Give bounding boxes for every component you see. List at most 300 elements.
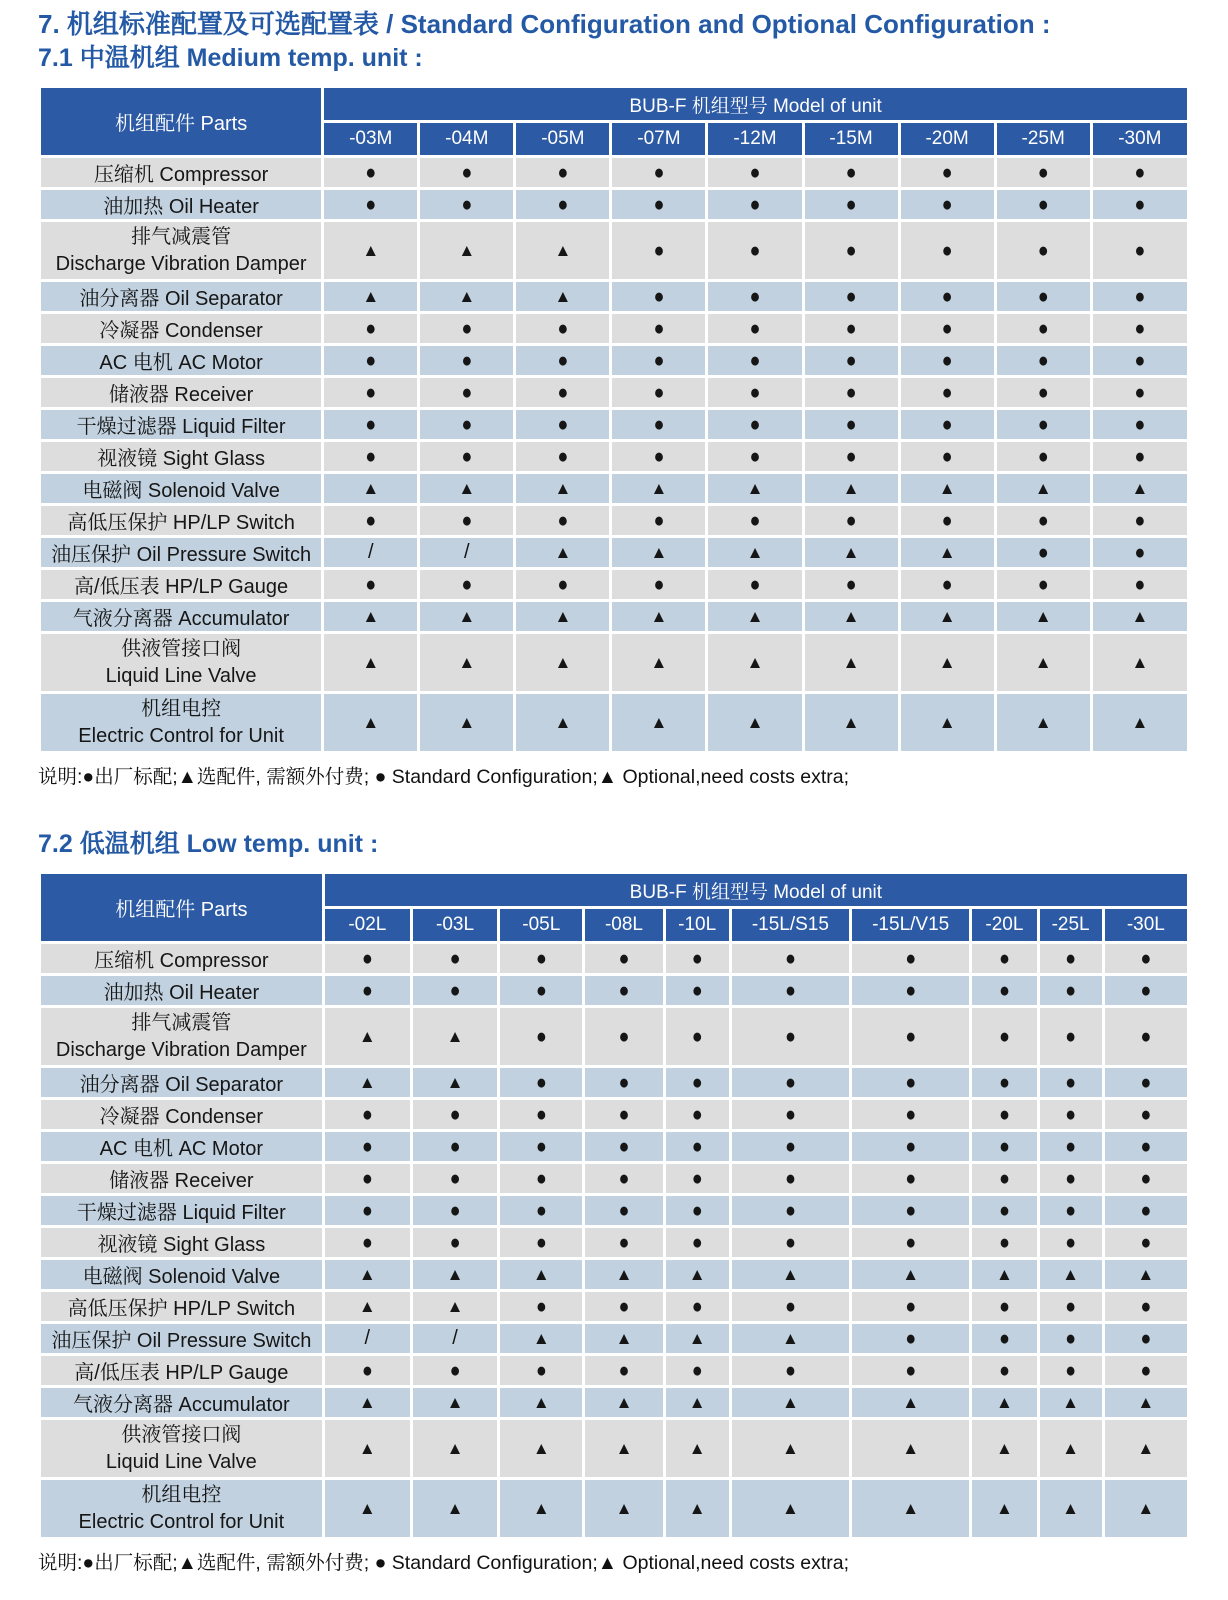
config-cell xyxy=(323,189,419,221)
part-name-cn: 供液管接口阀 xyxy=(121,637,242,660)
config-cell xyxy=(515,569,611,601)
optional-config-symbol: ▲ xyxy=(842,652,860,672)
optional-config-symbol: ▲ xyxy=(554,478,572,498)
optional-config-symbol: ▲ xyxy=(458,286,476,306)
optional-config-symbol: ▲ xyxy=(1137,1392,1155,1412)
optional-config-symbol: ▲ xyxy=(362,712,380,732)
config-cell xyxy=(995,345,1091,377)
standard-config-symbol: ● xyxy=(998,946,1010,970)
part-row xyxy=(40,441,1189,473)
config-cell xyxy=(611,189,707,221)
optional-config-symbol: ▲ xyxy=(1131,478,1149,498)
config-cell xyxy=(584,1131,664,1163)
part-row xyxy=(40,1195,1189,1227)
optional-config-symbol: ▲ xyxy=(1137,1498,1155,1518)
optional-config-symbol: ▲ xyxy=(1137,1438,1155,1458)
standard-config-symbol: ● xyxy=(449,1134,461,1158)
config-cell xyxy=(803,505,899,537)
model-column-header: -07M xyxy=(611,122,707,157)
config-cell xyxy=(803,221,899,281)
standard-config-symbol: ● xyxy=(784,1024,796,1048)
standard-config-symbol: ● xyxy=(618,1230,630,1254)
config-cell xyxy=(499,1291,584,1323)
standard-config-symbol: ● xyxy=(618,1294,630,1318)
standard-config-symbol: ● xyxy=(998,1134,1010,1158)
standard-config-symbol: ● xyxy=(361,1230,373,1254)
optional-config-symbol: ▲ xyxy=(1034,606,1052,626)
not-available-symbol: / xyxy=(452,1327,458,1350)
optional-config-symbol: ▲ xyxy=(938,478,956,498)
part-row xyxy=(40,633,1189,693)
config-cell xyxy=(515,157,611,189)
config-cell xyxy=(851,1007,971,1067)
config-cell xyxy=(515,281,611,313)
standard-config-symbol: ● xyxy=(1037,380,1049,404)
standard-config-symbol: ● xyxy=(365,444,377,468)
part-row xyxy=(40,1131,1189,1163)
standard-config-symbol: ● xyxy=(691,1294,703,1318)
model-of-unit-group-header: BUB-F 机组型号 Model of unit xyxy=(323,873,1188,908)
standard-config-symbol: ● xyxy=(449,1166,461,1190)
config-cell xyxy=(971,1131,1038,1163)
standard-config-symbol: ● xyxy=(1065,946,1077,970)
config-cell xyxy=(584,1259,664,1291)
standard-config-symbol: ● xyxy=(691,1198,703,1222)
config-cell xyxy=(323,441,419,473)
standard-config-symbol: ● xyxy=(653,412,665,436)
standard-config-symbol: ● xyxy=(1134,380,1146,404)
standard-config-symbol: ● xyxy=(1134,412,1146,436)
config-cell xyxy=(730,1259,850,1291)
config-cell xyxy=(971,1291,1038,1323)
standard-config-symbol: ● xyxy=(845,160,857,184)
standard-config-symbol: ● xyxy=(535,1198,547,1222)
config-cell xyxy=(323,281,419,313)
standard-config-symbol: ● xyxy=(749,192,761,216)
config-cell xyxy=(323,1291,411,1323)
optional-config-symbol: ▲ xyxy=(781,1392,799,1412)
model-column-header: -04M xyxy=(419,122,515,157)
standard-config-symbol: ● xyxy=(653,572,665,596)
config-cell xyxy=(803,473,899,505)
standard-config-symbol: ● xyxy=(941,348,953,372)
config-cell xyxy=(515,633,611,693)
standard-config-symbol: ● xyxy=(784,1198,796,1222)
config-cell xyxy=(803,189,899,221)
config-cell xyxy=(803,601,899,633)
config-cell xyxy=(499,1323,584,1355)
standard-config-symbol: ● xyxy=(653,508,665,532)
not-available-symbol: / xyxy=(464,541,470,564)
config-cell xyxy=(1091,221,1188,281)
config-cell xyxy=(499,1163,584,1195)
config-cell xyxy=(499,1099,584,1131)
standard-config-symbol: ● xyxy=(941,380,953,404)
config-cell xyxy=(584,975,664,1007)
config-cell xyxy=(611,345,707,377)
standard-config-symbol: ● xyxy=(784,1166,796,1190)
standard-config-symbol: ● xyxy=(557,412,569,436)
optional-config-symbol: ▲ xyxy=(996,1392,1013,1412)
config-cell xyxy=(515,377,611,409)
optional-config-symbol: ▲ xyxy=(746,712,764,732)
part-name-cell: AC 电机 AC Motor xyxy=(40,1131,324,1163)
config-cell xyxy=(499,1259,584,1291)
part-row xyxy=(40,1067,1189,1099)
config-cell xyxy=(730,1355,850,1387)
config-cell xyxy=(995,693,1091,753)
standard-config-symbol: ● xyxy=(535,1166,547,1190)
part-row xyxy=(40,1479,1189,1539)
config-cell xyxy=(515,693,611,753)
optional-config-symbol: ▲ xyxy=(362,240,380,260)
optional-config-symbol: ▲ xyxy=(615,1498,633,1518)
config-cell xyxy=(899,505,995,537)
standard-config-symbol: ● xyxy=(784,1358,796,1382)
config-cell xyxy=(851,1227,971,1259)
config-cell xyxy=(730,1387,850,1419)
standard-config-symbol: ● xyxy=(845,380,857,404)
config-cell xyxy=(971,1323,1038,1355)
part-name-cell: 气液分离器 Accumulator xyxy=(40,601,323,633)
optional-config-symbol: ▲ xyxy=(781,1328,799,1348)
standard-config-symbol: ● xyxy=(1037,160,1049,184)
config-cell xyxy=(803,693,899,753)
config-cell xyxy=(515,473,611,505)
standard-config-symbol: ● xyxy=(1134,316,1146,340)
config-cell xyxy=(419,157,515,189)
config-cell xyxy=(1038,1387,1103,1419)
standard-config-symbol: ● xyxy=(845,284,857,308)
part-row xyxy=(40,537,1189,569)
standard-config-symbol: ● xyxy=(941,238,953,262)
optional-config-symbol: ▲ xyxy=(1062,1264,1079,1284)
config-cell xyxy=(1038,943,1103,975)
model-column-header: -20L xyxy=(971,908,1038,943)
config-cell xyxy=(611,157,707,189)
optional-config-symbol: ▲ xyxy=(458,478,476,498)
part-name-cell xyxy=(40,221,323,281)
config-cell xyxy=(323,1099,411,1131)
standard-config-symbol: ● xyxy=(905,1198,917,1222)
config-cell xyxy=(323,569,419,601)
standard-config-symbol: ● xyxy=(535,1294,547,1318)
standard-config-symbol: ● xyxy=(1037,508,1049,532)
optional-config-symbol: ▲ xyxy=(358,1264,376,1284)
config-cell xyxy=(611,473,707,505)
standard-config-symbol: ● xyxy=(691,1358,703,1382)
standard-config-symbol: ● xyxy=(691,1134,703,1158)
parts-column-header: 机组配件 Parts xyxy=(40,873,324,943)
config-cell xyxy=(1103,975,1188,1007)
standard-config-symbol: ● xyxy=(905,1230,917,1254)
standard-config-symbol: ● xyxy=(1065,1024,1077,1048)
standard-config-symbol: ● xyxy=(845,572,857,596)
config-cell xyxy=(1091,473,1188,505)
config-cell xyxy=(707,537,803,569)
part-row xyxy=(40,1099,1189,1131)
standard-config-symbol: ● xyxy=(749,316,761,340)
config-cell xyxy=(323,473,419,505)
model-column-header: -03M xyxy=(323,122,419,157)
config-cell xyxy=(1103,1099,1188,1131)
part-row xyxy=(40,189,1189,221)
part-name-cell: 油压保护 Oil Pressure Switch xyxy=(40,537,323,569)
standard-config-symbol: ● xyxy=(998,1166,1010,1190)
optional-config-symbol: ▲ xyxy=(746,478,764,498)
optional-config-symbol: ▲ xyxy=(746,542,764,562)
config-cell xyxy=(515,221,611,281)
config-cell xyxy=(323,1007,411,1067)
config-cell xyxy=(899,537,995,569)
part-row xyxy=(40,569,1189,601)
standard-config-symbol: ● xyxy=(361,1198,373,1222)
standard-config-symbol: ● xyxy=(365,348,377,372)
standard-config-symbol: ● xyxy=(557,192,569,216)
standard-config-symbol: ● xyxy=(845,444,857,468)
optional-config-symbol: ▲ xyxy=(362,606,380,626)
part-name-cell: 油分离器 Oil Separator xyxy=(40,281,323,313)
config-cell xyxy=(411,1291,498,1323)
part-name-cell: 高低压保护 HP/LP Switch xyxy=(40,1291,324,1323)
standard-config-symbol: ● xyxy=(845,316,857,340)
config-cell xyxy=(971,1479,1038,1539)
legend-note-medium: 说明:●出厂标配;▲选配件, 需额外付费; ● Standard Configuration;▲ Optional,need costs extra; xyxy=(38,766,850,789)
part-name-cell xyxy=(40,1007,324,1067)
config-cell xyxy=(1103,1163,1188,1195)
model-column-header: -12M xyxy=(707,122,803,157)
model-column-header: -10L xyxy=(664,908,730,943)
standard-config-symbol: ● xyxy=(784,1070,796,1094)
standard-config-symbol: ● xyxy=(618,1166,630,1190)
config-cell xyxy=(1103,1195,1188,1227)
optional-config-symbol: ▲ xyxy=(688,1328,706,1348)
part-row xyxy=(40,943,1189,975)
config-cell xyxy=(611,601,707,633)
config-cell xyxy=(323,1131,411,1163)
config-cell xyxy=(971,1067,1038,1099)
standard-config-symbol: ● xyxy=(941,160,953,184)
config-cell xyxy=(730,1195,850,1227)
config-cell xyxy=(1103,1227,1188,1259)
config-cell xyxy=(1103,1291,1188,1323)
standard-config-symbol: ● xyxy=(1065,1294,1077,1318)
config-cell xyxy=(899,281,995,313)
config-cell xyxy=(1091,633,1188,693)
optional-config-symbol: ▲ xyxy=(650,542,668,562)
model-column-header: -05L xyxy=(499,908,584,943)
standard-config-symbol: ● xyxy=(1140,1166,1152,1190)
config-cell xyxy=(499,975,584,1007)
standard-config-symbol: ● xyxy=(653,316,665,340)
standard-config-symbol: ● xyxy=(361,1358,373,1382)
standard-config-symbol: ● xyxy=(618,946,630,970)
optional-config-symbol: ▲ xyxy=(458,712,476,732)
config-cell xyxy=(1038,1227,1103,1259)
config-cell xyxy=(1103,1007,1188,1067)
part-name-cell: 压缩机 Compressor xyxy=(40,157,323,189)
standard-config-symbol: ● xyxy=(691,1166,703,1190)
optional-config-symbol: ▲ xyxy=(842,606,860,626)
standard-config-symbol: ● xyxy=(941,316,953,340)
standard-config-symbol: ● xyxy=(361,946,373,970)
standard-config-symbol: ● xyxy=(461,316,473,340)
optional-config-symbol: ▲ xyxy=(938,712,956,732)
config-cell xyxy=(803,377,899,409)
model-column-header: -15M xyxy=(803,122,899,157)
model-column-header: -05M xyxy=(515,122,611,157)
config-cell xyxy=(323,313,419,345)
optional-config-symbol: ▲ xyxy=(650,652,668,672)
config-cell xyxy=(499,1479,584,1539)
config-cell xyxy=(515,345,611,377)
standard-config-symbol: ● xyxy=(905,1070,917,1094)
model-column-header: -30L xyxy=(1103,908,1188,943)
config-cell xyxy=(584,1479,664,1539)
config-cell xyxy=(664,1291,730,1323)
config-cell xyxy=(611,633,707,693)
config-cell xyxy=(323,409,419,441)
config-cell xyxy=(707,505,803,537)
config-cell xyxy=(995,441,1091,473)
config-cell xyxy=(1091,537,1188,569)
optional-config-symbol: ▲ xyxy=(458,606,476,626)
standard-config-symbol: ● xyxy=(618,1102,630,1126)
optional-config-symbol: ▲ xyxy=(650,606,668,626)
optional-config-symbol: ▲ xyxy=(358,1392,376,1412)
config-cell xyxy=(1103,943,1188,975)
config-cell xyxy=(730,1323,850,1355)
standard-config-symbol: ● xyxy=(461,192,473,216)
part-name-en: Liquid Line Valve xyxy=(105,664,257,687)
model-column-header: -25M xyxy=(995,122,1091,157)
standard-config-symbol: ● xyxy=(1140,1230,1152,1254)
config-cell xyxy=(323,1259,411,1291)
standard-config-symbol: ● xyxy=(691,978,703,1002)
config-cell xyxy=(1091,441,1188,473)
config-cell xyxy=(1038,1291,1103,1323)
standard-config-symbol: ● xyxy=(461,444,473,468)
standard-config-symbol: ● xyxy=(749,508,761,532)
part-row xyxy=(40,693,1189,753)
standard-config-symbol: ● xyxy=(361,1134,373,1158)
standard-config-symbol: ● xyxy=(845,238,857,262)
standard-config-symbol: ● xyxy=(1140,1198,1152,1222)
standard-config-symbol: ● xyxy=(653,160,665,184)
optional-config-symbol: ▲ xyxy=(554,542,572,562)
part-row xyxy=(40,377,1189,409)
config-cell xyxy=(803,345,899,377)
config-cell xyxy=(995,377,1091,409)
part-name-cell: 冷凝器 Condenser xyxy=(40,313,323,345)
standard-config-symbol: ● xyxy=(1140,1326,1152,1350)
model-column-header: -25L xyxy=(1038,908,1103,943)
config-cell xyxy=(803,537,899,569)
config-cell xyxy=(899,473,995,505)
optional-config-symbol: ▲ xyxy=(902,1264,920,1284)
config-cell xyxy=(851,1259,971,1291)
config-cell xyxy=(611,537,707,569)
config-cell xyxy=(730,1163,850,1195)
optional-config-symbol: ▲ xyxy=(1034,712,1052,732)
config-cell xyxy=(1038,1259,1103,1291)
section-title-low-temp: 7.2 低温机组 Low temp. unit : xyxy=(38,829,379,858)
config-cell xyxy=(851,975,971,1007)
part-name-en: Electric Control for Unit xyxy=(78,724,284,747)
config-cell xyxy=(419,221,515,281)
standard-config-symbol: ● xyxy=(1140,1134,1152,1158)
standard-config-symbol: ● xyxy=(905,1358,917,1382)
standard-config-symbol: ● xyxy=(365,380,377,404)
optional-config-symbol: ▲ xyxy=(358,1072,376,1092)
config-cell xyxy=(851,1099,971,1131)
config-cell xyxy=(971,1163,1038,1195)
config-cell xyxy=(1091,377,1188,409)
low-temp-config-table xyxy=(38,871,1190,1540)
optional-config-symbol: ▲ xyxy=(446,1438,464,1458)
model-column-header: -15L/V15 xyxy=(851,908,971,943)
part-name-cell: 干燥过滤器 Liquid Filter xyxy=(40,1195,324,1227)
standard-config-symbol: ● xyxy=(784,1102,796,1126)
config-cell xyxy=(611,441,707,473)
part-name-cell xyxy=(40,693,323,753)
model-of-unit-group-header: BUB-F 机组型号 Model of unit xyxy=(323,87,1189,122)
optional-config-symbol: ▲ xyxy=(532,1264,550,1284)
config-cell xyxy=(1038,1067,1103,1099)
part-row xyxy=(40,1227,1189,1259)
standard-config-symbol: ● xyxy=(618,1024,630,1048)
optional-config-symbol: ▲ xyxy=(554,286,572,306)
config-cell xyxy=(971,943,1038,975)
part-name-en: Discharge Vibration Damper xyxy=(55,252,307,275)
config-cell xyxy=(664,1163,730,1195)
optional-config-symbol: ▲ xyxy=(615,1392,633,1412)
optional-config-symbol: ▲ xyxy=(1062,1438,1079,1458)
config-cell xyxy=(707,157,803,189)
config-cell xyxy=(995,409,1091,441)
config-cell xyxy=(419,537,515,569)
standard-config-symbol: ● xyxy=(998,1358,1010,1382)
standard-config-symbol: ● xyxy=(784,1230,796,1254)
config-cell xyxy=(664,1227,730,1259)
config-cell xyxy=(730,943,850,975)
config-cell xyxy=(411,943,498,975)
optional-config-symbol: ▲ xyxy=(446,1026,464,1046)
legend-note-low: 说明:●出厂标配;▲选配件, 需额外付费; ● Standard Configuration;▲ Optional,need costs extra; xyxy=(38,1552,850,1575)
standard-config-symbol: ● xyxy=(618,1358,630,1382)
config-cell xyxy=(971,1419,1038,1479)
config-cell xyxy=(323,1419,411,1479)
config-cell xyxy=(515,409,611,441)
optional-config-symbol: ▲ xyxy=(650,712,668,732)
standard-config-symbol: ● xyxy=(1140,1294,1152,1318)
config-cell xyxy=(419,569,515,601)
config-cell xyxy=(515,505,611,537)
config-cell xyxy=(323,1355,411,1387)
config-cell xyxy=(707,633,803,693)
config-cell xyxy=(707,569,803,601)
optional-config-symbol: ▲ xyxy=(532,1438,550,1458)
standard-config-symbol: ● xyxy=(449,1358,461,1382)
optional-config-symbol: ▲ xyxy=(615,1328,633,1348)
config-cell xyxy=(411,1355,498,1387)
optional-config-symbol: ▲ xyxy=(842,712,860,732)
standard-config-symbol: ● xyxy=(1134,540,1146,564)
config-cell xyxy=(584,1163,664,1195)
medium-temp-config-table xyxy=(38,85,1190,754)
config-cell xyxy=(411,1323,498,1355)
config-cell xyxy=(995,537,1091,569)
